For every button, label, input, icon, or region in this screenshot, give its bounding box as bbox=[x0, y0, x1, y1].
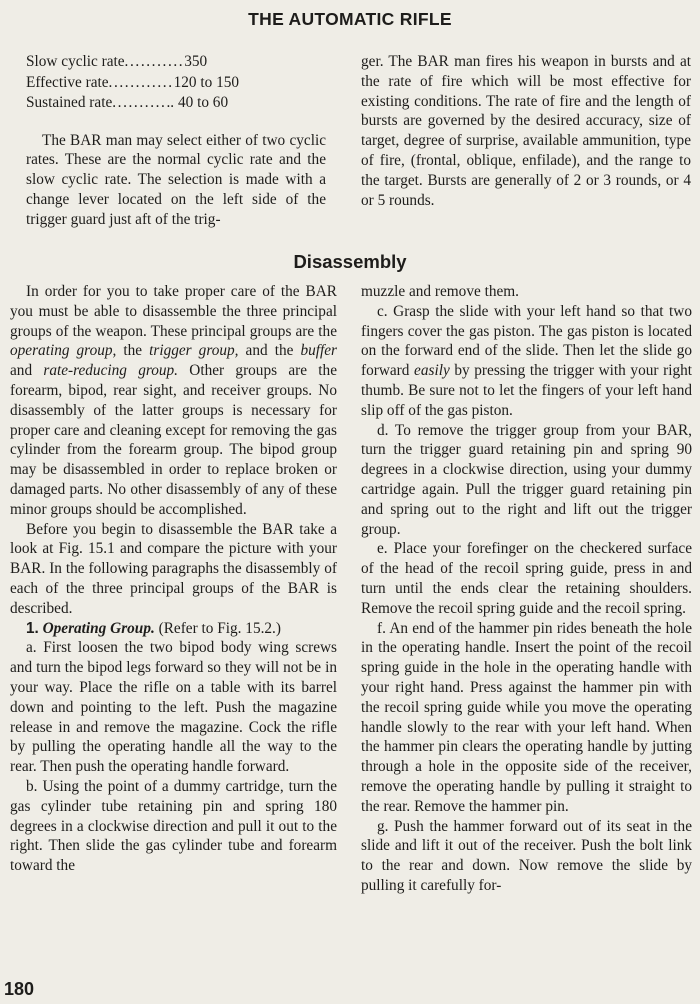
paragraph: Before you begin to disassemble the BAR take a look at Fig. 15.1 and compare the picture with your BAR. In the following paragraphs the disassembly of each of the three principal groups of the BAR is described. bbox=[10, 520, 337, 617]
subsection-number: 1. bbox=[26, 619, 39, 637]
left-column bbox=[10, 282, 337, 876]
right-column bbox=[361, 282, 692, 896]
rate-label: Effective rate bbox=[26, 73, 109, 91]
emphasis: operating group, bbox=[10, 342, 117, 360]
paragraph: a. First loosen the two bipod body wing screws and turn the bipod legs forward so they will not be in your way. Place the rifle on a table with its barrel down and pointing to the left. Push the magazine release in and remove the magazine. Cock the rifle by pulling the operating handle all the way to the rear. Then push the operating handle forward. bbox=[10, 639, 337, 776]
top-left-column bbox=[26, 52, 326, 229]
text-run: c. Grasp the slide with your left hand so that two fingers cover the gas piston. The gas piston is located on the forward end of the slide. Then let the slide go forward bbox=[361, 302, 692, 380]
paragraph: f. An end of the hammer pin rides beneath the hole in the operating handle. Insert the point of the recoil spring guide in the hole in the operating handle with your right hand. Press against the hammer pin with the recoil spring guide while you move the operating handle slowly to the rear with your left hand. When the hammer pin clears the operating handle by jutting through a hole in the opposite side of the receiver, remove the operating handle by pulling it straight to the rear. Remove the hammer pin. bbox=[361, 619, 692, 815]
paragraph: muzzle and remove them. bbox=[361, 283, 520, 300]
paragraph: b. Using the point of a dummy cartridge, turn the gas cylinder tube retaining pin and spring 180 degrees in a clockwise direction and pull it out to the right. Then slide the gas cylinder tube and forearm toward the bbox=[10, 777, 337, 875]
rate-row bbox=[26, 73, 326, 94]
subsection-heading bbox=[10, 619, 337, 639]
rate-row bbox=[26, 52, 326, 73]
emphasis: rate-reducing group. bbox=[43, 362, 179, 380]
emphasis: buffer bbox=[300, 342, 337, 360]
running-head: THE AUTOMATIC RIFLE bbox=[248, 9, 452, 29]
paragraph: The BAR man may select either of two cyclic rates. These are the normal cyclic rate and the slow cyclic rate. The selection is made with a change lever located on the left side of the trigger guard just aft of the trig- bbox=[26, 131, 326, 228]
rate-label: Slow cyclic rate bbox=[26, 53, 125, 70]
text-run: and bbox=[10, 362, 44, 380]
paragraph: e. Place your forefinger on the checkered surface of the head of the recoil spring guide, press in and turn until the ends clear the retaining shoulders. Remove the recoil spring guide and the recoil spring. bbox=[361, 540, 692, 617]
rate-leader: .......... bbox=[112, 94, 167, 111]
rate-leader: ........... bbox=[124, 53, 185, 70]
text-run: In order for you to take proper care of the BAR you must be able to disassemble the three principal groups of the weapon. These principal groups are the bbox=[10, 283, 337, 340]
rate-value: .. 40 to 60 bbox=[166, 94, 229, 111]
rate-value: 350 bbox=[184, 53, 208, 70]
spacer bbox=[26, 114, 326, 131]
text-run: and the bbox=[238, 342, 301, 360]
paragraph bbox=[10, 282, 337, 520]
figure-reference: (Refer to Fig. 15.2.) bbox=[158, 619, 281, 637]
subsection-title: Operating Group. bbox=[42, 619, 155, 637]
text-run: the bbox=[116, 342, 150, 360]
section-heading: Disassembly bbox=[293, 251, 407, 272]
page-number: 180 bbox=[4, 979, 35, 999]
rate-label: Sustained rate bbox=[26, 94, 113, 111]
paragraph: ger. The BAR man fires his weapon in bursts and at the rate of fire which will be most effective for existing conditions. The rate of fire and the length of bursts are governed by the desired accuracy, size of target, degree of surprise, available ammunition, type of fire, (frontal, oblique, enfilade), and the range to the target. Bursts are generally of 2 or 3 rounds, or 4 or 5 rounds. bbox=[361, 53, 691, 209]
paragraph: d. To remove the trigger group from your BAR, turn the trigger guard retaining pin and spring 90 degrees in a clockwise direction, using your dummy cartridge again. Pull the trigger guard retaining pin and spring out to the right and lift out the trigger group. bbox=[361, 421, 692, 538]
paragraph bbox=[361, 302, 692, 421]
rate-value: 120 to 150 bbox=[173, 73, 240, 91]
text-run: by pressing the trigger with your right thumb. Be sure not to let the fingers of your left hand slip off of the gas piston. bbox=[361, 362, 692, 419]
emphasis: easily bbox=[414, 362, 450, 380]
fire-rates-list bbox=[26, 52, 326, 114]
rate-row bbox=[26, 93, 326, 114]
paragraph: g. Push the hammer forward out of its seat in the slide and lift it out of the receiver. Push the bolt link to the rear and down. Now remove the slide by pulling it carefully for- bbox=[361, 817, 692, 894]
rate-leader: ............ bbox=[108, 73, 174, 91]
top-right-column bbox=[361, 52, 691, 210]
text-run: Other groups are the forearm, bipod, rear sight, and receiver groups. No disassembly of the latter groups is necessary for proper care and cleaning except for removing the gas cylinder from the forearm group. The bipod group may be disassembled in order to replace broken or damaged parts. No other disassembly of any of these minor groups should be accomplished. bbox=[10, 362, 337, 518]
emphasis: trigger group, bbox=[149, 342, 239, 360]
